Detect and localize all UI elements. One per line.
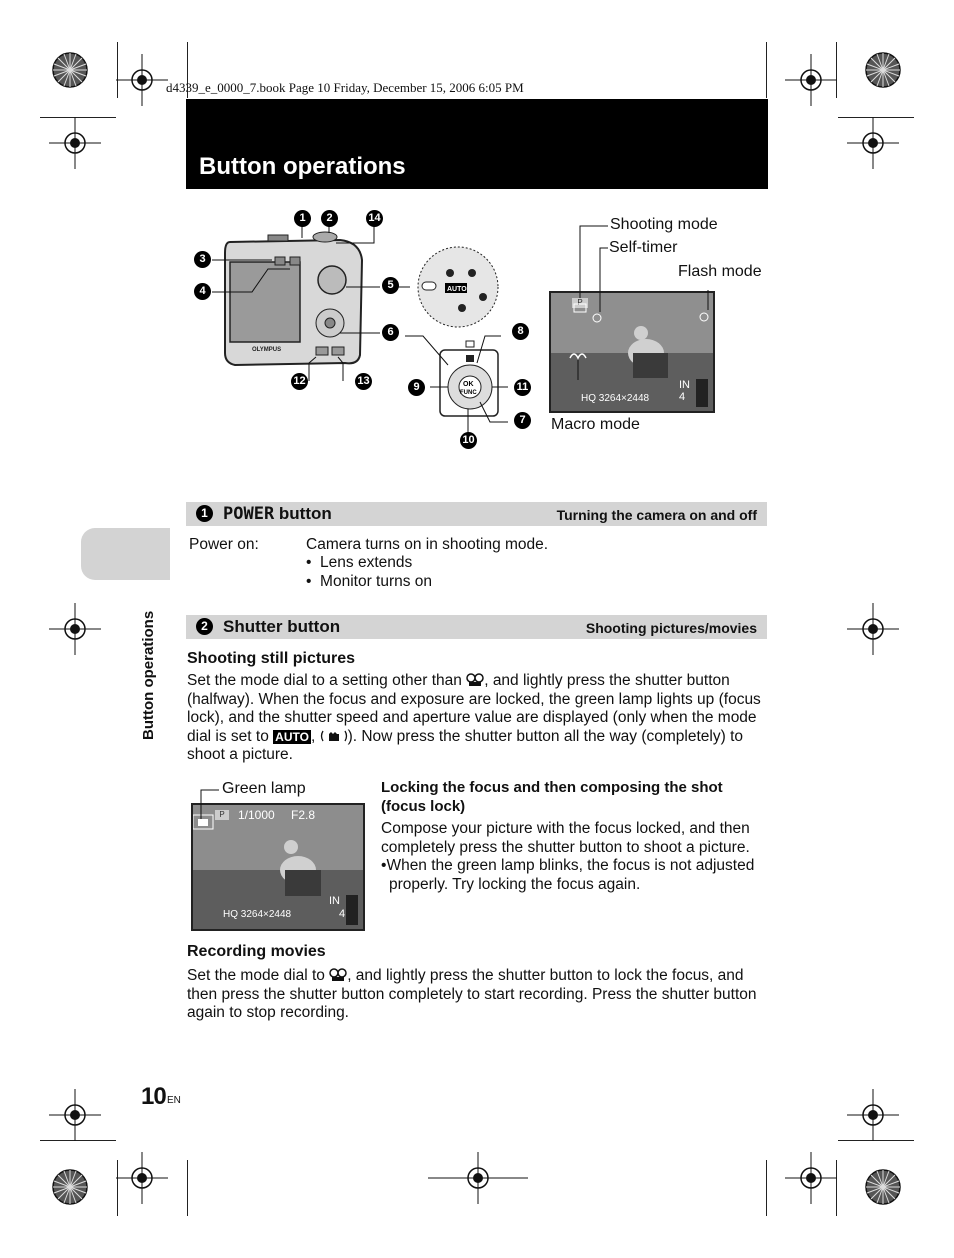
page-language: EN [167,1095,181,1106]
callout-8: 8 [512,323,529,340]
bullet-text: Lens extends [320,554,413,571]
movie-icon [466,673,484,687]
callout-2: 2 [321,210,338,227]
still-text-part: , [310,727,316,745]
lcd2-resolution: HQ 3264×2448 [223,909,292,920]
section2-title: Shutter button [223,617,341,636]
callout-5: 5 [382,277,399,294]
section1-title [223,504,332,524]
pad-func-label: FUNC [460,390,477,396]
section1-number: 1 [196,505,213,522]
still-text-part: , and lightly press the shutter button (halfway). When the focus and exposure are locked, the green lamp lights up (focus lock), and the shutter speed and aperture value are displayed (only when the mode dial is set to [187,672,761,745]
section1-subtitle: Turning the camera on and off [556,507,757,523]
section2-subtitle: Shooting pictures/movies [585,620,757,636]
power-on-description: Camera turns on in shooting mode. [306,536,549,553]
section2-bar [186,615,767,639]
title-bar [186,99,768,189]
auto-badge: AUTO [275,729,309,744]
power-button-shape [268,235,288,241]
callout-1: 1 [294,210,311,227]
callout-4: 4 [194,283,211,300]
button-4-shape [290,257,300,265]
movie-paragraph [187,967,767,1023]
lcd2-aperture: F2.8 [291,808,316,822]
lcd2-battery [346,895,358,925]
lock-paragraph: Compose your picture with the focus locked, and then completely press the shutter button to shoot a picture. [381,820,750,856]
section2-number: 2 [196,618,213,635]
bullet-item: • Monitor turns on [306,573,433,590]
callout-9: 9 [408,379,425,396]
bullet-text: Monitor turns on [320,573,433,590]
mode-dial-shape [318,266,346,294]
section1-bar [186,502,767,526]
lcd1-resolution: HQ 3264×2448 [581,393,650,404]
lcd1-mode-badge: P [572,298,588,308]
section1-keyword: POWER [223,504,275,524]
still-text-part: ). Now press the shutter button all the way (completely) to shoot a picture. [187,727,744,764]
lcd2-shutter: 1/1000 [238,808,275,822]
lock-heading: Locking the focus and then composing the shot (focus lock) [381,779,723,815]
label-shooting-mode: Shooting mode [610,216,718,233]
label-flash-mode: Flash mode [678,263,762,280]
power-on-label: Power on: [189,536,259,553]
pad-ok-label: OK [463,381,474,388]
lock-bullet: •When the green lamp blinks, the focus is not adjusted properly. Try locking the focus again. [381,857,755,893]
image-stabilization-icon [320,729,348,743]
callout-13: 13 [355,373,372,390]
side-tab [81,528,170,580]
side-tab-label: Button operations [140,610,157,740]
callout-3: 3 [194,251,211,268]
section1-title-rest: button [274,504,332,523]
camera-brand-text: OLYMPUS [252,347,282,353]
lcd2-count: 4 [339,908,346,920]
lcd2-mode-badge: P [215,810,229,820]
callout-14: 14 [366,210,383,227]
callout-11: 11 [514,379,531,396]
movie-icon [329,968,347,982]
movie-heading: Recording movies [187,943,326,960]
bullet-item: • Lens extends [306,554,413,571]
callout-7: 7 [514,412,531,429]
label-green-lamp: Green lamp [222,780,306,797]
button-3-shape [275,257,285,265]
callout-10: 10 [460,432,477,449]
callout-6: 6 [382,324,399,341]
file-header: d4339_e_0000_7.book Page 10 Friday, December 15, 2006 6:05 PM [166,80,524,95]
label-macro-mode: Macro mode [551,416,640,433]
movie-text-part: , and lightly press the shutter button to lock the focus, and then press the shutter button completely to start recording. Press the shutter button again to stop recording. [187,967,757,1022]
still-text-part: Set the mode dial to a setting other than [187,672,462,689]
lcd2-in-badge: IN [329,895,340,907]
still-heading: Shooting still pictures [187,650,356,667]
page-number: 10 [141,1083,166,1110]
page-title: Button operations [199,153,406,180]
lcd1-in-badge: IN [679,379,690,391]
lock-bullet-text: When the green lamp blinks, the focus is not adjusted properly. Try locking the focus again. [386,857,755,893]
camera-diagram [190,205,540,455]
lcd1-count: 4 [679,391,686,403]
callout-12: 12 [291,373,308,390]
still-paragraph [187,672,767,765]
dial-auto-label: AUTO [447,286,467,293]
shutter-button-shape [313,232,337,242]
movie-text-part: Set the mode dial to [187,967,325,984]
label-self-timer: Self-timer [609,239,678,256]
